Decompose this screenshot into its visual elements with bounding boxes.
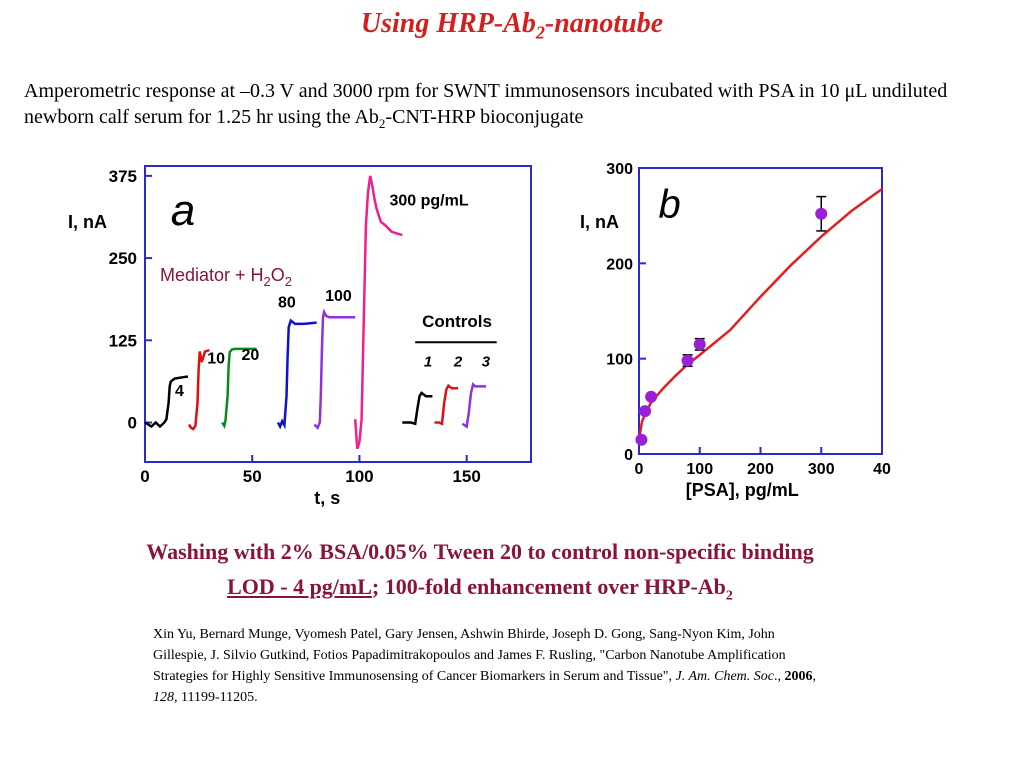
description-part1: Amperometric response at –0.3 V and 3000 rpm for SWNT immunosensors incubated with PSA in 10 μL undiluted newborn calf serum for 1.25 hr using the Ab: [24, 80, 948, 128]
slide-title: [0, 8, 1024, 44]
chart-panel-b: [580, 161, 891, 500]
reference-pages: 11199-11205.: [177, 690, 258, 705]
mediator-annotation: [160, 265, 292, 289]
data-point: [815, 208, 827, 220]
series-label: 4: [175, 383, 184, 401]
annotation-part: Mediator + H: [160, 265, 264, 286]
description-subscript: 2: [378, 116, 386, 131]
reference-citation: [153, 624, 828, 708]
series-line: [402, 393, 432, 424]
figure: [60, 158, 900, 508]
x-tick-label: 50: [242, 467, 262, 486]
x-tick-label: 0: [634, 461, 644, 478]
data-point: [694, 338, 706, 350]
y-tick-label: 100: [606, 351, 633, 369]
data-point: [635, 434, 647, 446]
x-tick-label: 300: [807, 461, 835, 478]
x-tick-label: 40: [873, 461, 891, 478]
y-tick-label: 0: [624, 447, 633, 464]
series-line: [278, 321, 317, 427]
reference-volume: 128,: [153, 690, 178, 705]
y-axis-label: I, nA: [68, 212, 107, 232]
slide-title-main: Using HRP-Ab: [360, 8, 536, 39]
reference-authors: Xin Yu, Bernard Munge, Vyomesh Patel, Gary Jensen, Ashwin Bhirde, Joseph D. Gong, Sang-Nyon Kim, John Gillespie, J. Silvio Gutkind, Fotios Papadimitrakopoulos and James F. Rusling, "Carbon Nanotube Amplification Strategies for Highly Sensitive Immunosensing of Cancer Biomarkers in Serum and Tissue",: [153, 627, 786, 684]
y-axis-label: I, nA: [580, 212, 619, 232]
panel-label-a: a: [170, 186, 196, 236]
x-tick-label: 100: [686, 461, 714, 478]
reference-dot: .,: [774, 669, 785, 684]
series-line: [314, 312, 355, 428]
fit-curve: [639, 189, 882, 440]
reference-journal: J. Am. Chem. Soc: [675, 669, 774, 684]
series-label: 20: [241, 347, 260, 365]
x-axis-label: t, s: [314, 488, 341, 508]
series-label: 2: [453, 353, 463, 371]
caption-lod-rest: ; 100-fold enhancement over HRP-Ab: [371, 574, 726, 599]
controls-title: Controls: [422, 312, 492, 332]
series-label: 300 pg/mL: [389, 192, 469, 210]
panel-label-b: b: [658, 182, 681, 227]
description-part2: -CNT-HRP bioconjugate: [385, 106, 584, 128]
annotation-part: 2: [284, 274, 293, 290]
caption-lod-subscript: 2: [725, 588, 733, 604]
series-line: [462, 384, 486, 426]
x-tick-label: 200: [747, 461, 774, 478]
caption-lod: [0, 574, 960, 604]
y-tick-label: 375: [108, 166, 137, 186]
annotation-part: 2: [263, 274, 271, 290]
reference-sep: ,: [812, 669, 816, 684]
x-tick-label: 0: [140, 467, 150, 486]
series-label: 3: [481, 353, 491, 371]
reference-year: 2006: [784, 669, 813, 684]
chart-panel-a: [68, 166, 531, 508]
series-label: 1: [423, 353, 433, 371]
x-axis-label: [PSA], pg/mL: [685, 480, 799, 500]
data-point: [682, 355, 694, 367]
description-text: [24, 78, 1016, 137]
caption-washing: Washing with 2% BSA/0.05% Tween 20 to control non-specific binding: [146, 539, 814, 564]
y-tick-label: 0: [127, 413, 137, 433]
x-tick-label: 100: [345, 467, 374, 486]
series-label: 100: [325, 287, 352, 305]
series-label: 10: [207, 350, 225, 368]
y-tick-label: 200: [606, 256, 633, 274]
data-point: [639, 405, 651, 417]
y-tick-label: 250: [108, 249, 137, 269]
series-line: [435, 386, 459, 424]
caption-lod-underlined: LOD - 4 pg/mL: [227, 574, 372, 599]
slide-title-tail: -nanotube: [544, 8, 664, 39]
x-tick-label: 150: [452, 467, 481, 486]
series-label: 80: [277, 294, 296, 312]
y-tick-label: 300: [606, 161, 633, 178]
slide-title-subscript: 2: [535, 22, 545, 43]
annotation-part: O: [270, 265, 285, 286]
data-point: [645, 391, 657, 403]
series-line: [355, 176, 402, 449]
y-tick-label: 125: [108, 331, 137, 351]
